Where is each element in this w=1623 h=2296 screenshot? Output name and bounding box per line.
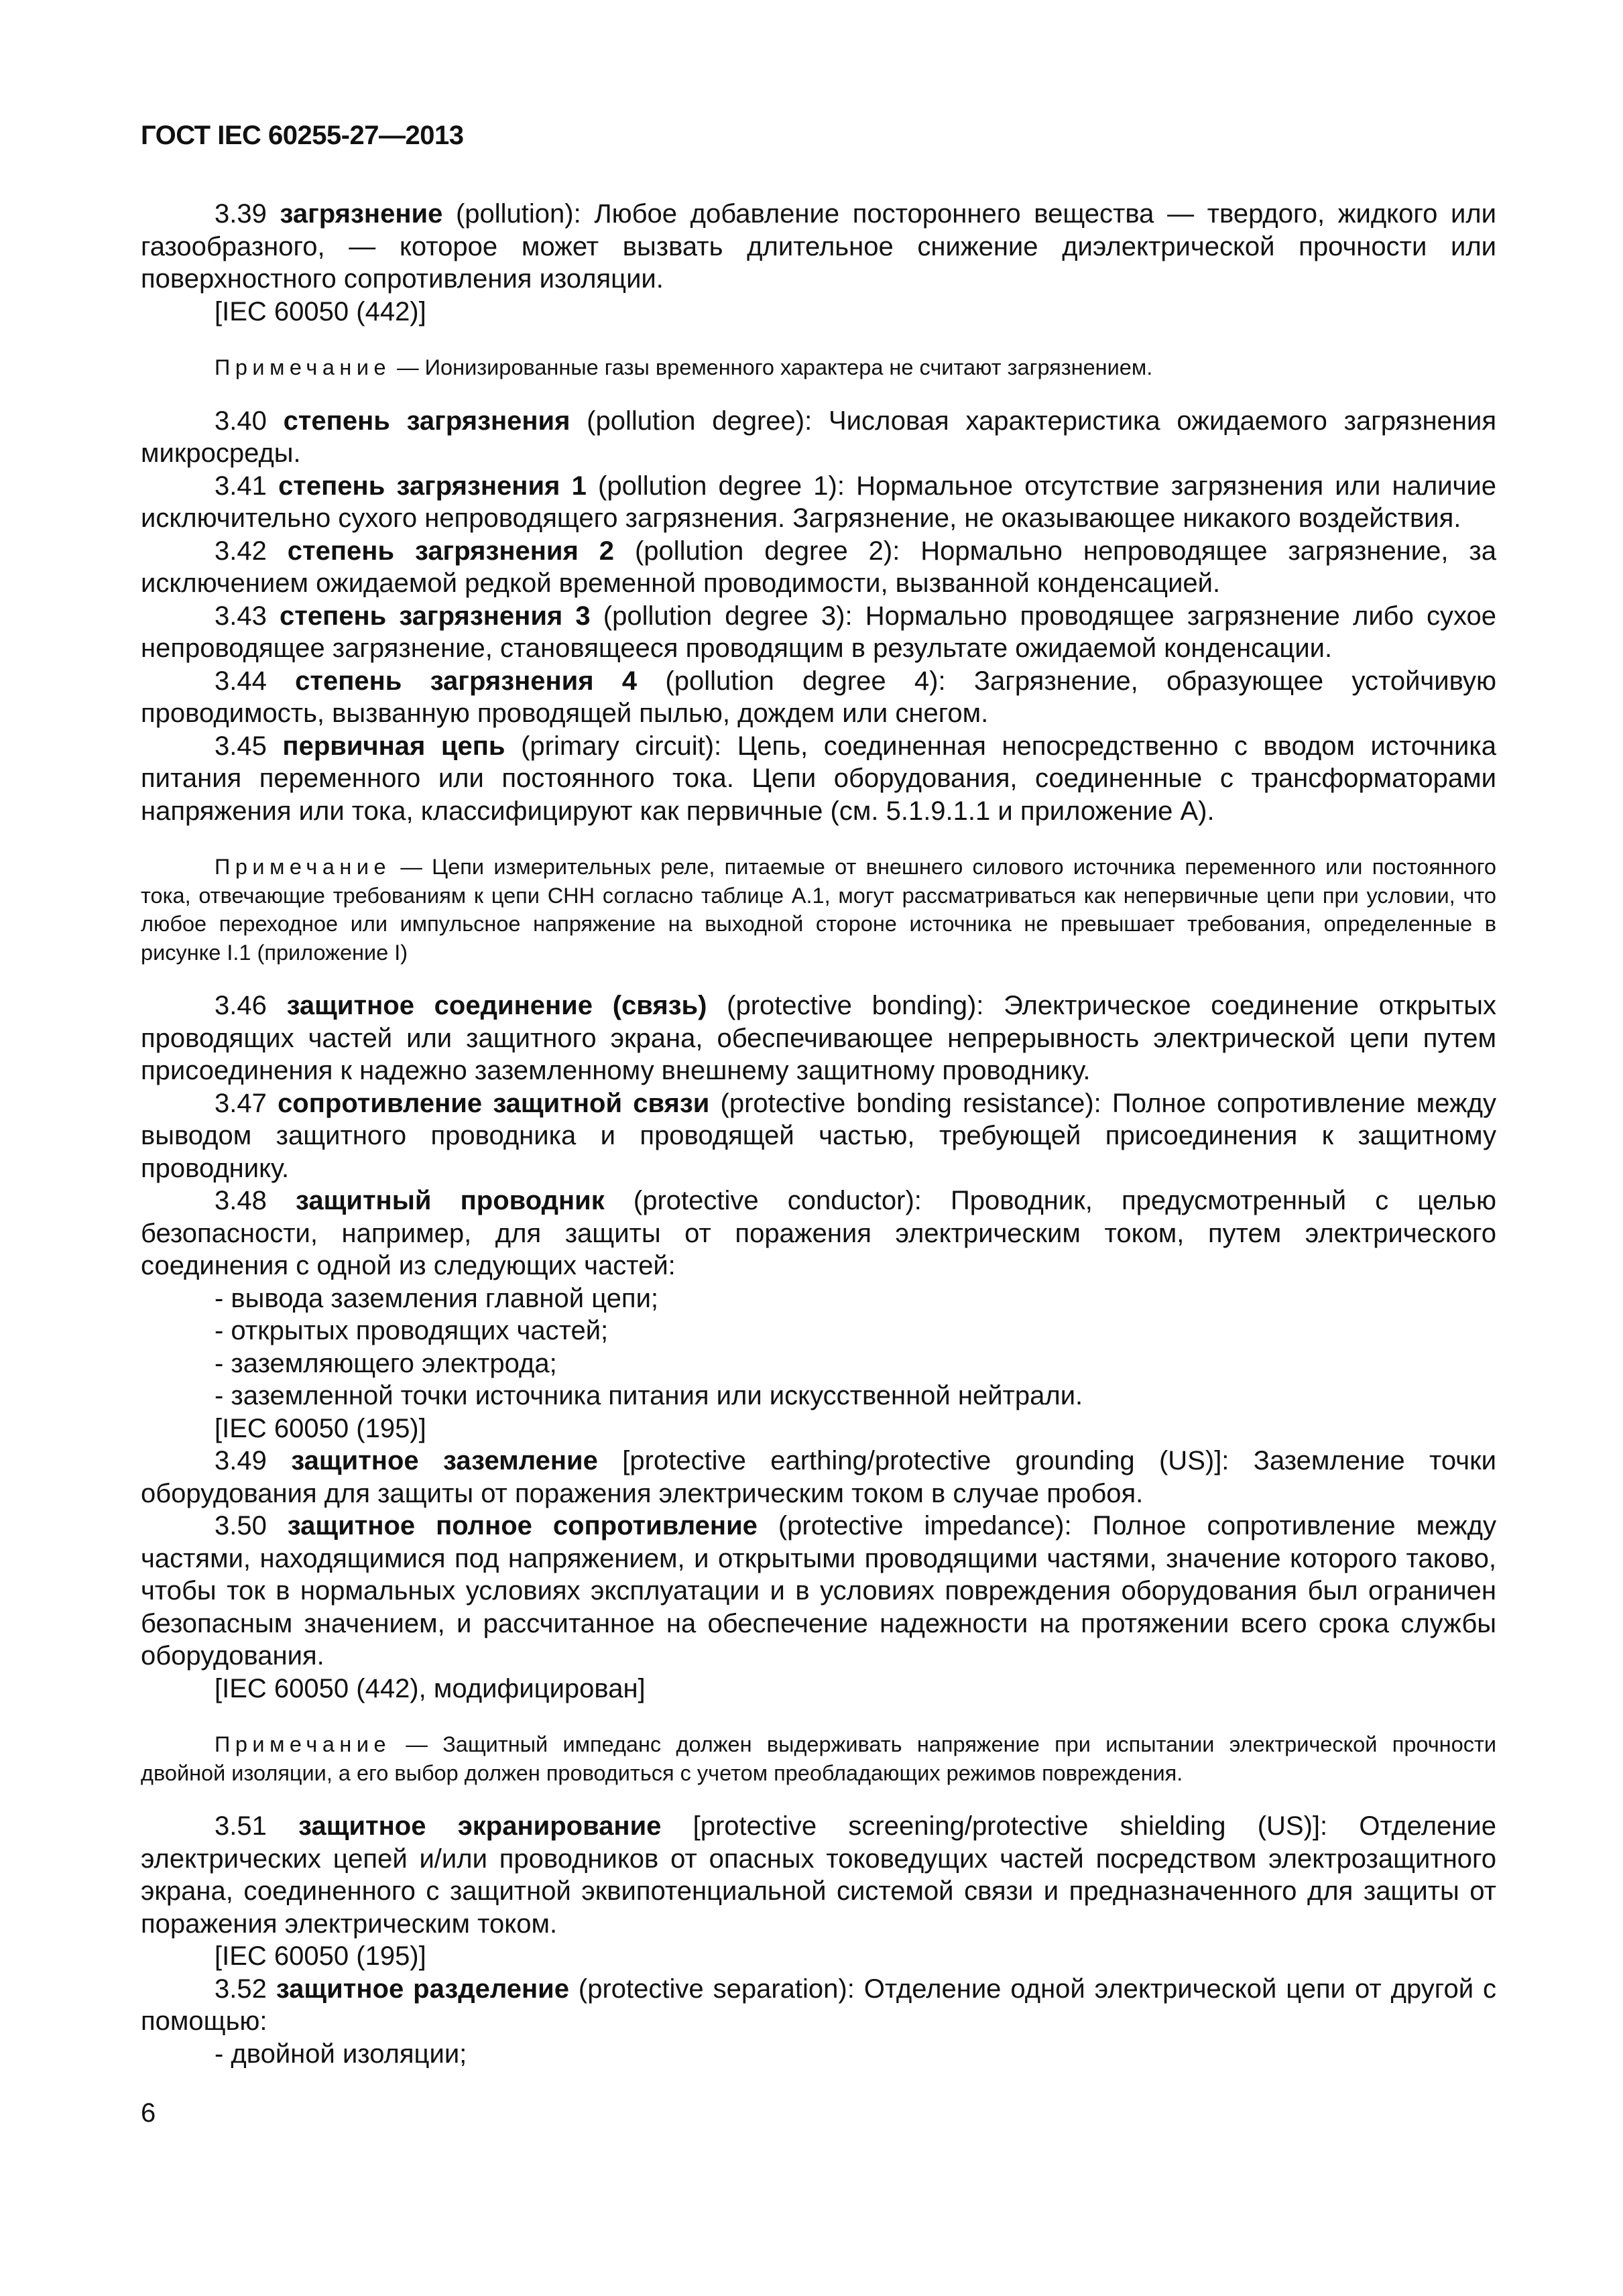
term-definition [141,1087,1496,1185]
note-label: Примечание [215,1732,392,1756]
term-definition [141,989,1496,1087]
term-definition [141,1185,1496,1282]
term-definition [141,470,1496,535]
note-text: — Защитный импеданс должен выдерживать напряжение при испытании электрической прочности двойной изоляции, а его выбор должен проводиться с учетом преобладающих режимов повреждения. [141,1732,1496,1785]
term-name: защитное полное сопротивление [287,1511,758,1540]
term-definition [141,1445,1496,1510]
term-definition [141,665,1496,730]
term-number: 3.46 [215,991,267,1020]
term-text: (protective separation): Отделение одной электрической цепи от другой с помощью: [141,1974,1496,2036]
document-body [141,198,1496,2070]
term-number: 3.40 [215,406,267,436]
term-name: защитный проводник [296,1186,605,1215]
term-definition [141,730,1496,828]
term-number: 3.42 [215,536,267,566]
page-number: 6 [141,2098,156,2128]
note-text: — Ионизированные газы временного характера не считают загрязнением. [391,355,1153,379]
term-number: 3.49 [215,1446,267,1475]
note-text: — Цепи измерительных реле, питаемые от внешнего силового источника переменного или постоянного тока, отвечающие требованиям к цепи СНН согласно таблице А.1, могут рассматриваться как непервичные цепи при условии, что любое переходное или импульсное напряжение на выходной стороне источника не превышает требования, определенные в рисунке I.1 (приложение I) [141,855,1496,965]
reference: [IEC 60050 (442), модифицирован] [215,1673,646,1703]
term-definition [141,405,1496,470]
term-name: степень загрязнения 3 [280,601,591,631]
term-text: (pollution degree 4): Загрязнение, образующее устойчивую проводимость, вызванную проводящей пылью, дождем или снегом. [141,666,1496,728]
term-name: степень загрязнения 1 [278,471,587,501]
list-item: - открытых проводящих частей; [215,1316,609,1345]
term-number: 3.51 [215,1811,267,1841]
term-name: защитное экранирование [298,1811,662,1841]
note [141,853,1496,967]
term-definition [141,1810,1496,1940]
term-name: сопротивление защитной связи [278,1088,710,1118]
term-number: 3.41 [215,471,267,501]
term-number: 3.52 [215,1974,267,2004]
list-item: - заземленной точки источника питания или искусственной нейтрали. [215,1381,1083,1410]
term-text: [protective earthing/protective grounding (US)]: Заземление точки оборудования для защиты от поражения электрическим током в случае пробоя. [141,1446,1496,1508]
list-item: - заземляющего электрода; [215,1348,557,1378]
term-text: (pollution degree 3): Нормально проводящее загрязнение либо сухое непроводящее загрязнение, становящееся проводящим в результате ожидаемой конденсации. [141,601,1497,663]
term-text: (pollution): Любое добавление постороннего вещества — твердого, жидкого или газообразного, — которое может вызвать длительное снижение диэлектрической прочности или поверхностного сопротивления изоляции. [141,199,1496,294]
note-label: Примечание [215,355,392,379]
term-text: (protective bonding resistance): Полное сопротивление между выводом защитного проводника и проводящей частью, требующей присоединения к защитному проводнику. [141,1088,1497,1183]
term-name: защитное соединение (связь) [286,991,707,1020]
reference: [IEC 60050 (442)] [215,296,426,326]
note [141,1730,1496,1787]
term-text: (protective conductor): Проводник, предусмотренный с целью безопасности, например, для защиты от поражения электрическим током, путем электрического соединения с одной из следующих частей: [141,1186,1496,1280]
note-label: Примечание [215,855,392,879]
term-name: защитное заземление [291,1446,598,1475]
term-name: степень загрязнения 2 [287,536,615,566]
term-number: 3.44 [215,666,267,696]
term-definition [141,600,1496,665]
note [141,353,1496,382]
term-definition [141,198,1496,296]
term-number: 3.45 [215,731,267,761]
term-number: 3.47 [215,1088,267,1118]
term-name: степень загрязнения [283,406,570,436]
term-number: 3.50 [215,1511,267,1540]
list-item: - вывода заземления главной цепи; [215,1283,659,1313]
term-number: 3.48 [215,1186,267,1215]
term-text: [protective screening/protective shielding (US)]: Отделение электрических цепей и/или проводников от опасных токоведущих частей посредством электрозащитного экрана, соединенного с защитной эквипотенциальной системой связи и предназначенного для защиты от поражения электрическим током. [141,1811,1496,1939]
term-name: степень загрязнения 4 [295,666,638,696]
term-name: первичная цепь [282,731,505,761]
term-definition [141,1510,1496,1673]
term-text: (protective bonding): Электрическое соединение открытых проводящих частей или защитного экрана, обеспечивающее непрерывность электрической цепи путем присоединения к надежно заземленному внешнему защитному проводнику. [141,991,1496,1085]
term-definition [141,535,1496,600]
term-text: (protective impedance): Полное сопротивление между частями, находящимися под напряжением, и открытыми проводящими частями, значение которого таково, чтобы ток в нормальных условиях эксплуатации и в условиях повреждения оборудования был ограничен безопасным значением, и рассчитанное на обеспечение надежности на протяжении всего срока службы оборудования. [141,1511,1496,1671]
term-name: загрязнение [280,199,443,229]
reference: [IEC 60050 (195)] [215,1941,426,1971]
term-number: 3.43 [215,601,267,631]
term-text: (pollution degree 2): Нормально непроводящее загрязнение, за исключением ожидаемой редкой временной проводимости, вызванной конденсацией. [141,536,1496,598]
term-text: (primary circuit): Цепь, соединенная непосредственно с вводом источника питания переменного или постоянного тока. Цепи оборудования, соединенные с трансформаторами напряжения или тока, классифицируют как первичные (см. 5.1.9.1.1 и приложение А). [141,731,1496,826]
reference: [IEC 60050 (195)] [215,1413,426,1443]
document-header: ГОСТ IEC 60255-27—2013 [141,121,464,150]
term-text: (pollution degree): Числовая характеристика ожидаемого загрязнения микросреды. [141,406,1496,468]
term-name: защитное разделение [276,1974,569,2004]
term-definition [141,1973,1496,2038]
term-number: 3.39 [215,199,267,229]
term-text: (pollution degree 1): Нормальное отсутствие загрязнения или наличие исключительно сухого непроводящего загрязнения. Загрязнение, не оказывающее никакого воздействия. [141,471,1496,533]
list-item: - двойной изоляции; [215,2039,467,2069]
